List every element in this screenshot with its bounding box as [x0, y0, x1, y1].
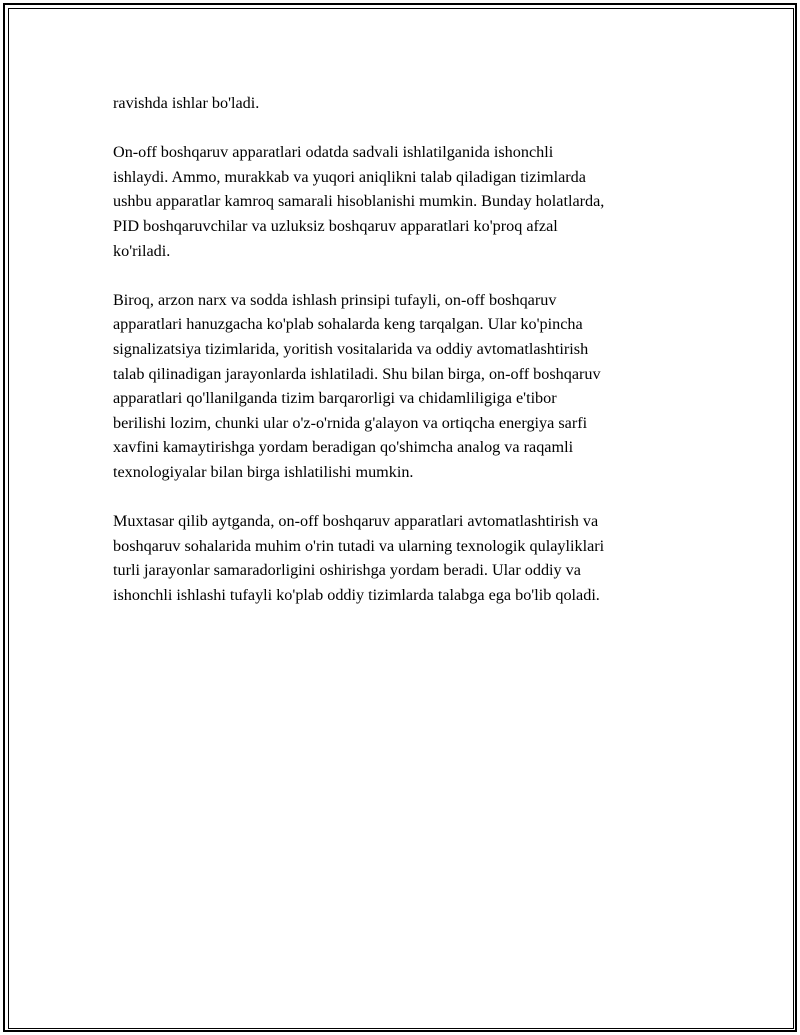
text-line: ishonchli ishlashi tufayli ko'plab oddiy tizimlarda talabga ega bo'lib qoladi. — [113, 585, 600, 604]
paragraph — [113, 288, 683, 485]
text-line: berilishi lozim, chunki ular o'z-o'rnida g'alayon va ortiqcha energiya sarfi — [113, 413, 588, 432]
text-line: talab qilinadigan jarayonlarda ishlatiladi. Shu bilan birga, on-off boshqaruv — [113, 364, 601, 383]
text-line: apparatlari qo'llanilganda tizim barqarorligi va chidamliligiga e'tibor — [113, 389, 557, 408]
text-line: ravishda ishlar bo'ladi. — [113, 94, 260, 112]
text-line: ushbu apparatlar kamroq samarali hisoblanishi mumkin. Bunday holatlarda, — [113, 192, 605, 211]
paragraph — [113, 509, 683, 607]
paragraph — [113, 140, 683, 263]
text-line: signalizatsiya tizimlarida, yoritish vositalarida va oddiy avtomatlashtirish — [113, 339, 589, 358]
text-line: Biroq, arzon narx va sodda ishlash prinsipi tufayli, on-off boshqaruv — [113, 290, 557, 309]
text-line: Muxtasar qilib aytganda, on-off boshqaruv apparatlari avtomatlashtirish va — [113, 512, 599, 531]
document-body — [113, 91, 683, 632]
text-line: xavfini kamaytirishga yordam beradigan qo'shimcha analog va raqamli — [113, 438, 574, 457]
paragraph — [113, 91, 683, 116]
text-line: apparatlari hanuzgacha ko'plab sohalarda keng tarqalgan. Ular ko'pincha — [113, 315, 583, 334]
text-line: boshqaruv sohalarida muhim o'rin tutadi va ularning texnologik qulayliklari — [113, 536, 605, 555]
text-line: texnologiyalar bilan birga ishlatilishi mumkin. — [113, 462, 414, 481]
text-line: turli jarayonlar samaradorligini oshirishga yordam beradi. Ular oddiy va — [113, 561, 581, 580]
text-line: ishlaydi. Ammo, murakkab va yuqori aniqlikni talab qiladigan tizimlarda — [113, 167, 586, 186]
text-line: PID boshqaruvchilar va uzluksiz boshqaruv apparatlari ko'proq afzal — [113, 216, 558, 235]
text-line: ko'riladi. — [113, 241, 171, 260]
text-line: On-off boshqaruv apparatlari odatda sadvali ishlatilganida ishonchli — [113, 143, 554, 162]
